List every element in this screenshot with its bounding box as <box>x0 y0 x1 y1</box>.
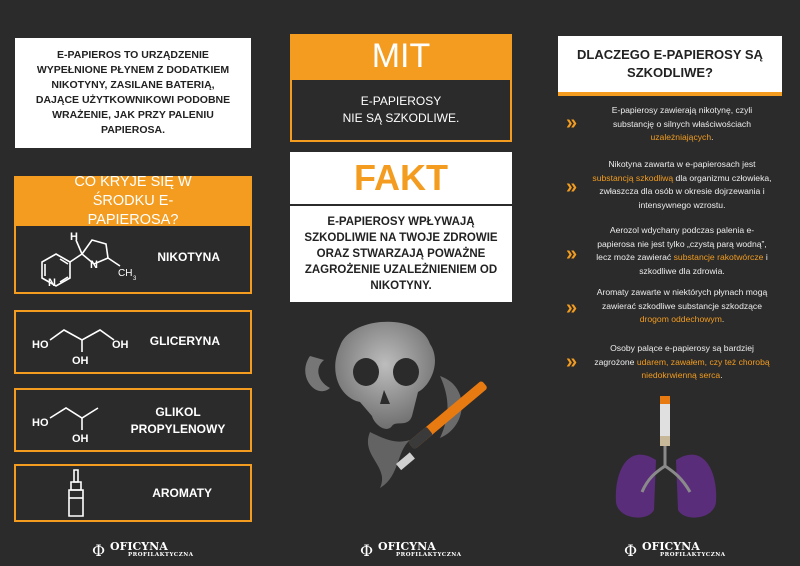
logo-name: OFICYNA <box>642 540 700 553</box>
dropper-bottle-icon <box>64 468 88 520</box>
smoke-skull-illustration <box>300 316 510 516</box>
reason-text-end: . <box>711 132 714 142</box>
reason-highlight: drogom oddechowym <box>639 314 722 324</box>
chevron-right-icon: » <box>566 112 572 134</box>
myth-box <box>290 78 512 142</box>
logo-oficyna <box>92 540 194 558</box>
reason-item <box>592 158 772 212</box>
logo-sub: PROFILAKTYCZNA <box>660 552 726 558</box>
reason-highlight: substancją szkodliwą <box>592 172 674 183</box>
lungs-cigarette-illustration <box>608 392 724 528</box>
why-header-text: DLACZEGO E-PAPIEROSY SĄ SZKODLIWE? <box>577 47 763 80</box>
chem-oh: OH <box>72 355 89 367</box>
logo-name: OFICYNA <box>378 540 436 553</box>
logo-oficyna <box>360 540 462 558</box>
chem-oh: OH <box>112 339 129 351</box>
nicotine-molecule-icon <box>30 226 150 292</box>
chem-ch3-sub: 3 <box>133 276 137 282</box>
chevron-right-icon: » <box>566 243 572 265</box>
fact-box <box>290 204 512 302</box>
reason-text-end: dla organizmu człowieka, zwłaszcza dla osób w okresie dojrzewania i intensywnego wzrostu. <box>599 172 772 210</box>
logo-sub: PROFILAKTYCZNA <box>128 552 194 558</box>
reason-item <box>592 224 772 278</box>
myth-title: MIT <box>290 34 512 78</box>
logo-sub: PROFILAKTYCZNA <box>396 552 462 558</box>
reason-text-end: i szkodliwe dla zdrowia. <box>639 252 768 276</box>
chevron-right-icon: » <box>566 351 572 373</box>
propylene-glycol-molecule-icon <box>28 392 128 450</box>
fact-title: FAKT <box>290 152 512 204</box>
intro-text: E-PAPIEROS TO URZĄDZENIE WYPEŁNIONE PŁYNEM Z DODATKIEM NIKOTYNY, ZASILANE BATERIĄ, DAJĄCE UŻYTKOWNIKOWI PODOBNE WRAŻENIE, JAK PRZY PALENIU PAPIEROSA. <box>35 49 231 136</box>
chem-ho: HO <box>32 339 49 351</box>
logo-oficyna <box>624 540 726 558</box>
component-propylene-glycol <box>14 388 252 452</box>
reason-text-end: . <box>720 370 723 380</box>
component-label: GLIKOL PROPYLENOWY <box>130 405 226 436</box>
component-label: AROMATY <box>152 486 212 500</box>
inside-header-text: CO KRYJE SIĘ W ŚRODKU E-PAPIEROSA? <box>74 173 192 228</box>
component-aromas <box>14 464 252 522</box>
reason-text: E-papierosy zawierają nikotynę, czyli substancję o silnych właściwościach <box>611 105 753 129</box>
reason-highlight: substancje rakotwórcze <box>673 252 764 262</box>
reason-text: Osoby palące e-papierosy są bardziej zagrożone <box>594 343 754 367</box>
reason-highlight: uzależniających <box>650 132 712 142</box>
intro-box <box>15 38 251 148</box>
reason-highlight: udarem, zawałem, czy też chorobą niedokrwienną serca <box>636 356 770 380</box>
component-label: GLICERYNA <box>149 334 220 348</box>
inside-header <box>14 173 252 228</box>
chevron-right-icon: » <box>566 176 572 198</box>
logo-name: OFICYNA <box>110 540 168 553</box>
reason-item <box>592 286 772 327</box>
component-label: NIKOTYNA <box>157 250 220 264</box>
component-nicotine <box>14 224 252 294</box>
logo-mark-icon: Φ <box>360 541 374 560</box>
reason-text: Aromaty zawarte w niektórych płynach mogą zawierać szkodliwe substancje szkodzące <box>596 287 768 311</box>
why-header <box>558 36 782 96</box>
chem-oh: OH <box>72 433 89 445</box>
chem-ch3: CH <box>118 268 133 279</box>
chem-n-amine: N <box>90 259 98 271</box>
reason-item <box>592 342 772 383</box>
chevron-right-icon: » <box>566 297 572 319</box>
chem-ho: HO <box>32 417 49 429</box>
chem-h: H <box>70 231 78 243</box>
glycerin-molecule-icon <box>28 314 148 372</box>
logo-mark-icon: Φ <box>92 541 106 560</box>
myth-line2: NIE SĄ SZKODLIWE. <box>342 111 460 125</box>
chem-n-pyridine: N <box>48 277 56 289</box>
fact-text: E-PAPIEROSY WPŁYWAJĄ SZKODLIWIE NA TWOJE ZDROWIE ORAZ STWARZAJĄ POWAŻNE ZAGROŻENIE UZALEŻNIENIEM OD NIKOTYNY. <box>304 216 498 292</box>
myth-line1: E-PAPIEROSY <box>360 94 442 108</box>
component-glycerin <box>14 310 252 374</box>
reason-text: Nikotyna zawarta w e-papierosach jest <box>608 159 756 169</box>
reason-text: Aerozol wdychany podczas palenia e-papierosa nie jest tylko „czystą parą wodną”, lecz może zawierać <box>596 225 767 262</box>
reason-item <box>592 104 772 145</box>
logo-mark-icon: Φ <box>624 541 638 560</box>
reason-text-end: . <box>721 314 725 324</box>
